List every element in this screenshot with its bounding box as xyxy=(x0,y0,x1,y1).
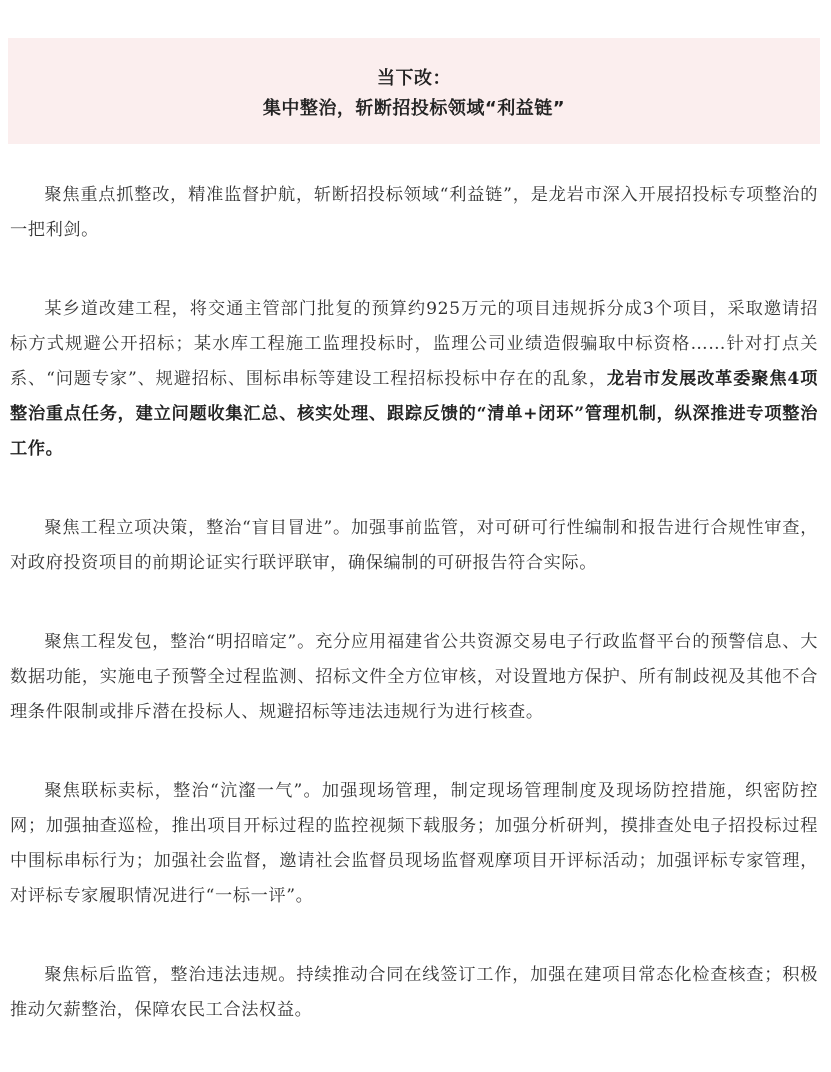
paragraph-collusion: 聚焦联标卖标，整治“沆瀣一气”。加强现场管理，制定现场管理制度及现场防控措施，织密防控网；加强抽查巡检，推出项目开标过程的监控视频下载服务；加强分析研判，摸排查处电子招投标过程中围标串标行为；加强社会监督，邀请社会监督员现场监督观摩项目开评标活动；加强评标专家管理，对评标专家履职情况进行“一标一评”。 xyxy=(10,781,818,906)
paragraph-cases xyxy=(10,292,818,467)
section-header-line-2: 集中整治，斩断招投标领域“利益链” xyxy=(262,98,566,119)
paragraph-project-decision: 聚焦工程立项决策，整治“盲目冒进”。加强事前监管，对可研可行性编制和报告进行合规性审查，对政府投资项目的前期论证实行联评联审，确保编制的可研报告符合实际。 xyxy=(10,518,818,573)
paragraph-cases-bold: 龙岩市发展改革委聚焦4项整治重点任务，建立问题收集汇总、核实处理、跟踪反馈的“清单+闭环”管理机制，纵深推进专项整治工作。 xyxy=(10,369,818,459)
paragraph-intro: 聚焦重点抓整改，精准监督护航，斩断招投标领域“利益链”，是龙岩市深入开展招投标专项整治的一把利剑。 xyxy=(10,185,818,240)
paragraph-contracting: 聚焦工程发包，整治“明招暗定”。充分应用福建省公共资源交易电子行政监督平台的预警信息、大数据功能，实施电子预警全过程监测、招标文件全方位审核，对设置地方保护、所有制歧视及其他不合理条件限制或排斥潜在投标人、规避招标等违法违规行为进行核查。 xyxy=(10,632,818,722)
paragraph-post-bid: 聚焦标后监管，整治违法违规。持续推动合同在线签订工作，加强在建项目常态化检查核查；积极推动欠薪整治，保障农民工合法权益。 xyxy=(10,965,818,1020)
section-header xyxy=(8,38,820,144)
paragraph-cases-text: 某乡道改建工程，将交通主管部门批复的预算约925万元的项目违规拆分成3个项目，采取邀请招标方式规避公开招标；某水库工程施工监理投标时，监理公司业绩造假骗取中标资格……针对打点关系、“问题专家”、规避招标、围标串标等建设工程招标投标中存在的乱象， xyxy=(10,299,818,389)
article-body xyxy=(10,178,818,1072)
section-header-line-1: 当下改： xyxy=(377,68,451,89)
